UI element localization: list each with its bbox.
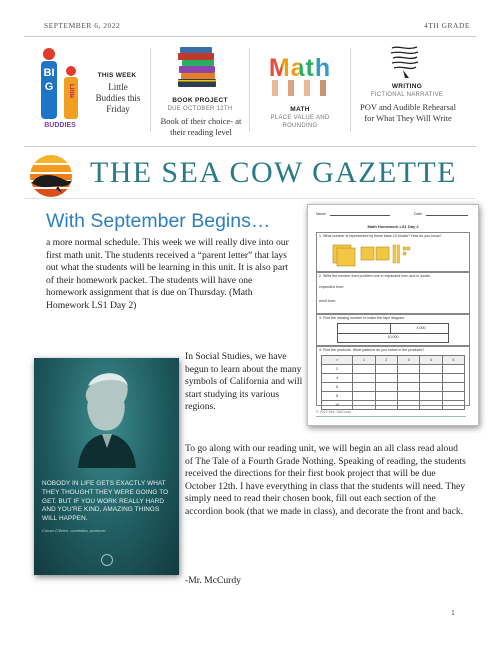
hw-table-cell: 6 — [322, 383, 353, 392]
hw-question-3: 3. Find the missing number to make the tape diagram. — [319, 316, 406, 320]
hw-date-line — [426, 215, 468, 216]
hw-table-cell — [442, 401, 464, 410]
hw-question-2: 2. Write the number from problem one in expanded form and in words. — [319, 274, 431, 278]
page-number: 1 — [451, 610, 455, 617]
hw-table-header: 2 — [375, 356, 397, 365]
hw-table-cell — [353, 383, 375, 392]
header-divider — [24, 36, 476, 37]
hw-table-cell — [353, 392, 375, 401]
hw-question-1: 1. What number is represented by these base-10 blocks? How do you know? — [319, 234, 442, 238]
hw-question-1-box — [316, 232, 470, 272]
writing-desc: POV and Audible Rehearsal for What They Will Write — [360, 102, 456, 123]
hw-table-cell — [420, 392, 442, 401]
hw-table-cell: 2 — [322, 365, 353, 374]
math-topic: PLACE VALUE AND ROUNDING — [270, 115, 330, 129]
hw-date-label: Date: — [414, 212, 423, 216]
hw-table-cell — [420, 401, 442, 410]
hw-tape-value-1: 4,000 — [416, 326, 426, 330]
hw-table-cell — [375, 374, 397, 383]
math-hands-icon — [264, 50, 336, 96]
this-week-label: THIS WEEK — [97, 72, 137, 79]
hw-table-header: 3 — [397, 356, 419, 365]
hw-table-cell — [397, 383, 419, 392]
hw-table-cell — [442, 365, 464, 374]
hw-table-header: 1 — [353, 356, 375, 365]
hw-expanded-form: expanded form: — [319, 285, 344, 289]
hw-table-cell — [397, 365, 419, 374]
hw-table-cell — [420, 383, 442, 392]
hw-product-table — [321, 355, 465, 410]
hw-table-cell — [375, 365, 397, 374]
hw-table-cell — [375, 392, 397, 401]
hw-table-cell — [420, 374, 442, 383]
writing-scribble-icon — [389, 44, 421, 85]
logo-big-text: BIG — [43, 67, 55, 93]
newsletter-title: THE SEA COW GAZETTE — [90, 156, 457, 189]
column-divider — [350, 48, 351, 132]
poster-logo-icon — [101, 554, 113, 566]
masthead-divider — [24, 198, 476, 199]
hw-table-cell — [375, 383, 397, 392]
hw-table-cell — [397, 392, 419, 401]
sunset-manatee-icon — [28, 153, 74, 204]
math-homework-worksheet — [307, 204, 479, 426]
article-paragraph-1: a more normal schedule. This week we will really dive into our first math unit. The students received a “parent letter” that lays out what the students will be learning in this unit. It is also part of their homework packet. The students will have one homework assignment that is due on Thursday. (Math Homework LS1 Day 2) — [46, 237, 289, 311]
hw-table-cell — [375, 401, 397, 410]
hw-table-header: 5 — [442, 356, 464, 365]
portrait-silhouette-icon — [68, 368, 146, 468]
hw-table-cell — [353, 401, 375, 410]
article-heading: With September Begins… — [46, 210, 271, 232]
article-paragraph-2: In Social Studies, we have begun to learn about the many symbols of California and will start studying its various regions. — [185, 351, 303, 413]
hw-table-cell: 8 — [322, 392, 353, 401]
poster-attribution: Conan O'Brien, comedian, producer — [42, 528, 106, 533]
hw-table-cell: 10 — [322, 401, 353, 410]
poster-quote: NOBODY IN LIFE GETS EXACTLY WHAT THEY THOUGHT THEY WERE GOING TO GET. BUT IF YOU WORK REALLY HARD AND YOU'RE KIND, AMAZING THINGS WILL HAPPEN. — [42, 480, 169, 523]
math-logo-text: Math — [264, 54, 336, 83]
hw-table-cell — [442, 383, 464, 392]
hw-table-cell — [397, 374, 419, 383]
hw-tape-total: 10,000 — [387, 335, 399, 339]
hw-name-line — [330, 215, 390, 216]
book-project-desc: Book of their choice- at their reading level — [160, 116, 242, 137]
hw-tape-diagram — [337, 323, 449, 343]
article-paragraph-3: To go along with our reading unit, we will begin an all class read aloud of The Tale of a Fourth Grade Nothing. Speaking of reading, the students received the directions for their first book project that will be due October 12th. I have everything in class that the students will need. They simply need to read their chosen book, fill out each section of the accordion book (that we made in class), and decorate the front and back. — [185, 443, 466, 517]
hw-title: Math Homework LS1 Day 2 — [367, 224, 419, 229]
hw-question-4: 4. Find the products. What patterns do you notice in the products? — [319, 348, 425, 352]
hw-table-cell — [353, 365, 375, 374]
logo-buddies-text: BUDDIES — [44, 122, 76, 129]
issue-date: SEPTEMBER 6, 2022 — [44, 21, 121, 30]
math-label: MATH — [290, 106, 310, 113]
hw-name-label: Name: — [316, 212, 327, 216]
hw-footer-line — [316, 416, 466, 417]
writing-genre: FICTIONAL NARRATIVE — [370, 92, 444, 98]
column-divider — [150, 48, 151, 132]
big-buddies-logo — [36, 48, 86, 140]
hw-word-form: word form: — [319, 299, 336, 303]
signature: -Mr. McCurdy — [185, 575, 241, 586]
base-ten-blocks-icon — [331, 243, 411, 267]
hw-question-2-box — [316, 272, 470, 314]
book-project-due: DUE OCTOBER 12TH — [167, 106, 233, 112]
hw-table-cell — [397, 401, 419, 410]
hw-table-grid — [321, 355, 465, 410]
book-project-label: BOOK PROJECT — [172, 97, 228, 104]
quote-poster — [34, 358, 179, 575]
hw-table-header: 4 — [420, 356, 442, 365]
hw-table-cell — [420, 365, 442, 374]
grade-label: 4TH GRADE — [424, 21, 470, 30]
books-stack-icon — [176, 45, 220, 96]
hw-question-4-box — [316, 346, 470, 406]
column-divider — [249, 48, 250, 132]
hw-table-cell — [353, 374, 375, 383]
hw-table-cell: 4 — [322, 374, 353, 383]
this-week-desc: Little Buddies this Friday — [95, 82, 141, 114]
hw-tape-split — [390, 324, 391, 333]
features-divider — [24, 146, 476, 147]
writing-label: WRITING — [391, 83, 423, 90]
logo-little-text: Little — [68, 84, 74, 99]
hw-footer: © 2022 Mrs. McCurdy — [316, 410, 352, 414]
hw-table-header: × — [322, 356, 353, 365]
hw-table-cell — [442, 392, 464, 401]
hw-table-cell — [442, 374, 464, 383]
hw-question-3-box — [316, 314, 470, 346]
